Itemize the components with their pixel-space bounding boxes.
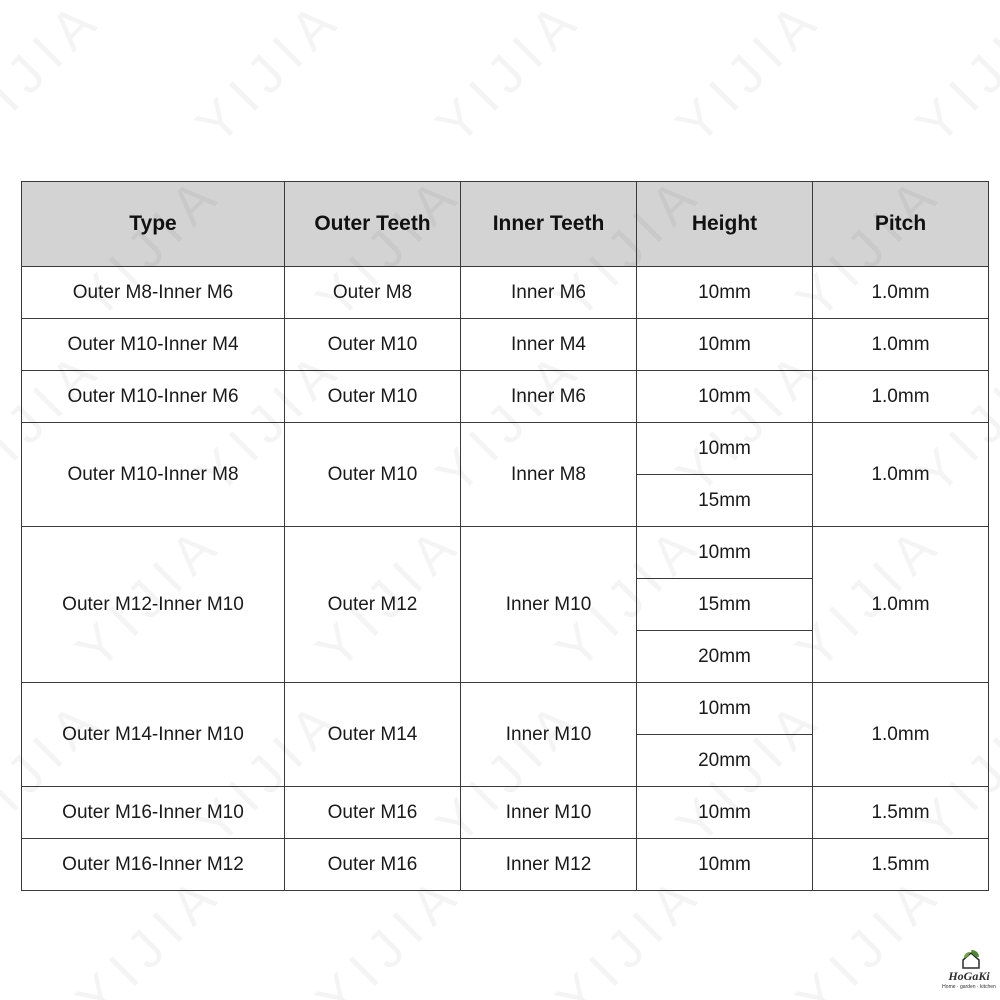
cell-type: Outer M14-Inner M10 [22,683,285,787]
header-pitch: Pitch [813,182,989,267]
watermark-text [0,0,115,156]
cell-height: 10mm [637,319,813,371]
table-row [22,527,989,579]
cell-inner-teeth: Inner M10 [461,787,637,839]
cell-pitch: 1.0mm [813,319,989,371]
cell-height: 20mm [637,735,813,787]
watermark-text [184,0,354,156]
cell-type: Outer M10-Inner M4 [22,319,285,371]
cell-height: 10mm [637,683,813,735]
table-row [22,371,989,423]
header-inner-teeth: Inner Teeth [461,182,637,267]
cell-height: 10mm [637,787,813,839]
logo-wordmark: HoGaKi [948,969,990,983]
cell-outer-teeth: Outer M16 [285,839,461,891]
cell-type: Outer M16-Inner M12 [22,839,285,891]
cell-pitch: 1.0mm [813,371,989,423]
cell-outer-teeth: Outer M8 [285,267,461,319]
cell-type: Outer M8-Inner M6 [22,267,285,319]
logo-tagline: Home · garden · kitchen [942,984,996,990]
cell-outer-teeth: Outer M10 [285,371,461,423]
cell-type: Outer M10-Inner M6 [22,371,285,423]
header-height: Height [637,182,813,267]
header-type: Type [22,182,285,267]
table-row [22,787,989,839]
header-outer-teeth: Outer Teeth [285,182,461,267]
cell-height: 10mm [637,839,813,891]
cell-inner-teeth: Inner M8 [461,423,637,527]
table-row [22,839,989,891]
cell-height: 20mm [637,631,813,683]
table-row [22,423,989,475]
cell-type: Outer M16-Inner M10 [22,787,285,839]
table-row [22,319,989,371]
cell-type: Outer M12-Inner M10 [22,527,285,683]
cell-inner-teeth: Inner M10 [461,527,637,683]
cell-outer-teeth: Outer M14 [285,683,461,787]
cell-outer-teeth: Outer M12 [285,527,461,683]
watermark-text [904,0,1000,156]
watermark-text [424,0,594,156]
cell-outer-teeth: Outer M10 [285,319,461,371]
cell-height: 10mm [637,371,813,423]
cell-pitch: 1.5mm [813,839,989,891]
table-row [22,267,989,319]
cell-pitch: 1.0mm [813,423,989,527]
cell-outer-teeth: Outer M10 [285,423,461,527]
cell-pitch: 1.0mm [813,527,989,683]
table-body [22,267,989,891]
cell-pitch: 1.0mm [813,267,989,319]
cell-height: 10mm [637,527,813,579]
cell-inner-teeth: Inner M12 [461,839,637,891]
cell-inner-teeth: Inner M6 [461,371,637,423]
cell-outer-teeth: Outer M16 [285,787,461,839]
header-row [22,182,989,267]
cell-inner-teeth: Inner M4 [461,319,637,371]
cell-pitch: 1.0mm [813,683,989,787]
leaf-house-icon [960,948,982,970]
cell-type: Outer M10-Inner M8 [22,423,285,527]
cell-pitch: 1.5mm [813,787,989,839]
cell-height: 15mm [637,579,813,631]
cell-height: 15mm [637,475,813,527]
cell-inner-teeth: Inner M10 [461,683,637,787]
cell-inner-teeth: Inner M6 [461,267,637,319]
cell-height: 10mm [637,423,813,475]
watermark-text [664,0,834,156]
table-row [22,683,989,735]
cell-height: 10mm [637,267,813,319]
brand-logo [940,948,998,996]
spec-table [21,181,989,891]
